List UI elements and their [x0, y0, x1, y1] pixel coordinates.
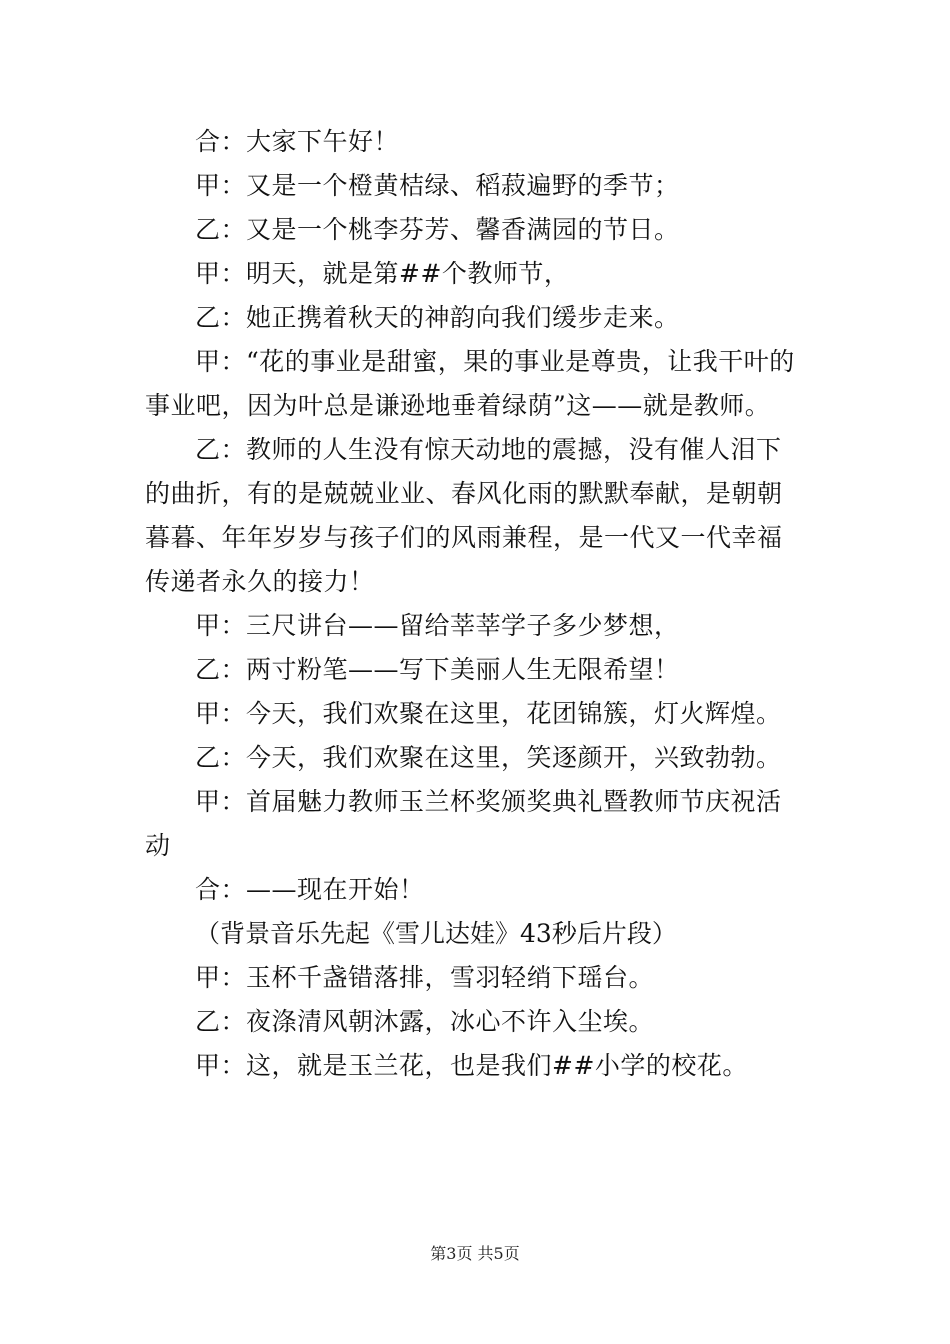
paragraph-music-note: （背景音乐先起《雪儿达娃》43秒后片段） — [195, 919, 677, 948]
paragraph-gathering-2: 乙：今天，我们欢聚在这里，笑逐颜开，兴致勃勃。 — [195, 743, 782, 772]
paragraph-poem-1: 甲：玉杯千盏错落排，雪羽轻绡下瑶台。 — [195, 963, 655, 992]
paragraph-teacher-life: 乙：教师的人生没有惊天动地的震撼，没有催人泪下的曲折，有的是兢兢业业、春风化雨的默默奉献，是朝朝暮暮、年年岁岁与孩子们的风雨兼程，是一代又一代幸福传递者永久的接力！ — [145, 435, 783, 596]
paragraph-leaf-quote: 甲：“花的事业是甜蜜，果的事业是尊贵，让我干叶的事业吧，因为叶总是谦逊地垂着绿荫”这——就是教师。 — [145, 347, 795, 420]
paragraph-chalk: 乙：两寸粉笔——写下美丽人生无限希望！ — [195, 655, 680, 684]
paragraph-podium: 甲：三尺讲台——留给莘莘学子多少梦想， — [195, 611, 680, 640]
paragraph-gathering-1: 甲：今天，我们欢聚在这里，花团锦簇，灯火辉煌。 — [195, 699, 782, 728]
paragraph-start: 合：——现在开始！ — [195, 875, 425, 904]
page-number-footer: 第3页 共5页 — [430, 1244, 520, 1263]
paragraph-season: 甲：又是一个橙黄桔绿、稻菽遍野的季节； — [195, 171, 680, 200]
paragraph-greeting: 合：大家下午好！ — [195, 127, 400, 156]
paragraph-teachers-day: 甲：明天，就是第##个教师节， — [195, 259, 570, 288]
document-body — [145, 120, 805, 1088]
paragraph-autumn: 乙：她正携着秋天的神韵向我们缓步走来。 — [195, 303, 680, 332]
paragraph-school-flower: 甲：这，就是玉兰花，也是我们##小学的校花。 — [195, 1051, 748, 1080]
paragraph-ceremony-title: 甲：首届魅力教师玉兰杯奖颁奖典礼暨教师节庆祝活动 — [145, 787, 782, 860]
paragraph-poem-2: 乙：夜涤清风朝沐露，冰心不许入尘埃。 — [195, 1007, 655, 1036]
paragraph-festival: 乙：又是一个桃李芬芳、馨香满园的节日。 — [195, 215, 680, 244]
